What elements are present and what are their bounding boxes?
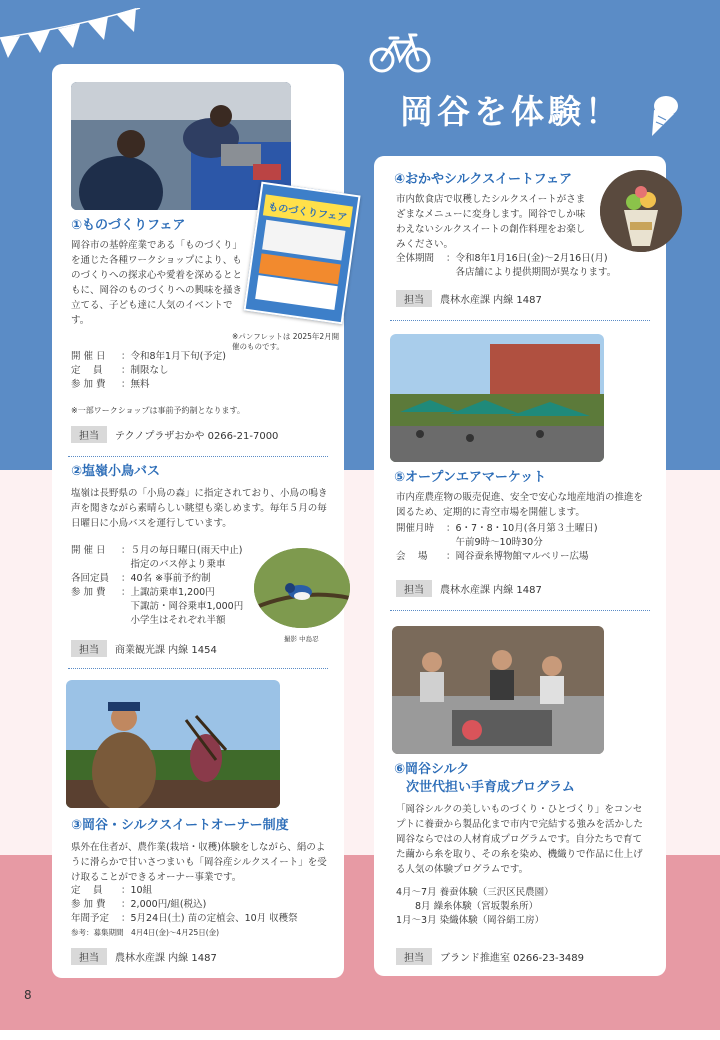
- section-1-body: 岡谷市の基幹産業である「ものづくり」を通じた各種ワークショップにより、ものづくりへの探求心や愛着を深めるとともに、岡谷のものづくりへの興味を掻き立てる、子ども達に人気のイベントです。: [71, 240, 243, 326]
- divider: [68, 456, 328, 457]
- section-3-note: 参考：募集期間 4月4日(金)～4月25日(金): [71, 928, 220, 937]
- section-5-details: [396, 522, 656, 564]
- detail-row: 参 加 費 ：無料: [71, 379, 150, 390]
- divider: [390, 320, 650, 321]
- detail-row: 各店舗により提供期間が異なります。: [446, 267, 617, 278]
- section-1-details: [71, 350, 291, 392]
- contact-tag: 担当: [396, 290, 432, 307]
- divider: [68, 668, 328, 669]
- schedule-row: 4月～7月 養蚕体験（三沢区民農園）: [396, 887, 554, 898]
- section-4-details: [396, 252, 656, 280]
- bird-photo: [254, 548, 350, 628]
- section-4-contact: [396, 290, 542, 307]
- section-4-title: ④おかやシルクスイートフェア: [394, 172, 572, 187]
- market-photo: [390, 334, 604, 462]
- sweet-potato-photo: [66, 680, 280, 808]
- section-3-details: [71, 884, 333, 926]
- page-number: 8: [24, 988, 32, 1002]
- detail-row: 参 加 費 ：2,000円/組(税込): [71, 899, 207, 910]
- contact-text: 農林水産課 内線 1487: [440, 295, 542, 306]
- contact-tag: 担当: [71, 426, 107, 443]
- section-3-title: ③岡谷・シルクスイートオーナー制度: [71, 818, 289, 833]
- detail-row: 下諏訪・岡谷乗車1,000円: [121, 601, 244, 612]
- section-6-title-line1: ⑥岡谷シルク: [394, 762, 470, 777]
- monozukuri-photo: [71, 82, 291, 210]
- contact-text: 農林水産課 内線 1487: [440, 585, 542, 596]
- section-3-contact: [71, 948, 217, 965]
- detail-row: 小学生はそれぞれ半額: [121, 615, 226, 626]
- background-edge: [0, 1030, 720, 1040]
- bicycle-icon: [368, 30, 432, 74]
- section-2-body: 塩嶺は長野県の「小鳥の森」に指定されており、小鳥の鳴き声を聞きながら素晴らしい眺望も楽しめます。毎年５月の毎日曜日に小鳥バスを運行しています。: [71, 488, 328, 529]
- section-2-contact: [71, 640, 217, 657]
- section-6-body: 「岡谷シルクの美しいものづくり・ひとづくり」をコンセプトに養蚕から製品化まで市内で完結する強みを活かした岡谷ならではの人材育成プログラムです。自分たちで育てた繭から糸を取り、その糸を染め、機織りで作品に仕上げる人気の体験プログラムです。: [396, 804, 644, 875]
- section-1-contact: [71, 426, 278, 443]
- detail-row: 会 場 ：岡谷蚕糸博物館マルベリー広場: [396, 551, 589, 562]
- page-title: 岡谷を体験！: [400, 92, 622, 131]
- section-6-contact: [396, 948, 584, 965]
- schedule-row: 8月 繰糸体験（宮坂製糸所）: [396, 901, 539, 912]
- flyer-title: ものづくりフェア: [263, 194, 353, 227]
- detail-row: 開 催 日 ：５月の毎日曜日(雨天中止): [71, 545, 243, 556]
- right-card: [374, 156, 666, 976]
- contact-tag: 担当: [396, 580, 432, 597]
- detail-row: 参 加 費 ：上諏訪乗車1,200円: [71, 587, 215, 598]
- section-5-body: 市内産農産物の販売促進、安全で安心な地産地消の推進を図るため、定期的に青空市場を開催します。: [396, 492, 644, 518]
- monozukuri-flyer: [243, 182, 360, 325]
- left-card: [52, 64, 348, 978]
- section-1-title: ①ものづくりフェア: [71, 218, 186, 233]
- schedule-row: 1月～3月 染織体験（岡谷絹工房）: [396, 915, 545, 926]
- detail-row: 開 催 日 ：令和8年1月下旬(予定): [71, 351, 227, 362]
- detail-row: 定 員 ：制限なし: [71, 365, 169, 376]
- detail-row: 各回定員 ：40名 ※事前予約制: [71, 573, 211, 584]
- section-2-title: ②塩嶺小鳥バス: [71, 464, 161, 479]
- detail-row: 開催月時 ：6・7・8・10月(各月第３土曜日): [396, 523, 598, 534]
- detail-row: 年間予定 ：5月24日(土) 苗の定植会、10月 収穫祭: [71, 913, 298, 924]
- detail-row: 指定のバス停より乗車: [121, 559, 226, 570]
- section-6-title-line2: 次世代担い手育成プログラム: [406, 780, 575, 795]
- contact-tag: 担当: [71, 640, 107, 657]
- bird-photo-credit: 撮影 中島忍: [284, 635, 319, 643]
- detail-row: 定 員 ：10組: [71, 885, 153, 896]
- section-6-schedule: [396, 886, 656, 928]
- contact-text: テクノプラザおかや 0266-21-7000: [115, 431, 279, 442]
- detail-row: 全体期間 ：令和8年1月16日(金)～2月16日(月): [396, 253, 608, 264]
- section-3-body: 県外在住者が、農作業(栽培・収穫)体験をしながら、絹のように滑らかで甘いさつまいも「岡谷産シルクスイート」を受け取ることができるオーナー事業です。: [71, 842, 327, 883]
- divider: [390, 610, 650, 611]
- section-2-details: [71, 544, 271, 628]
- detail-row: 午前9時～10時30分: [446, 537, 543, 548]
- silk-workshop-photo: [392, 626, 604, 754]
- contact-text: 商業観光課 内線 1454: [115, 645, 217, 656]
- section-5-title: ⑤オープンエアマーケット: [394, 470, 547, 485]
- parfait-photo: [600, 170, 682, 252]
- contact-text: ブランド推進室 0266-23-3489: [440, 953, 585, 964]
- contact-tag: 担当: [396, 948, 432, 965]
- section-1-note: ※一部ワークショップは事前予約制となります。: [71, 406, 245, 415]
- contact-text: 農林水産課 内線 1487: [115, 953, 217, 964]
- ice-cream-icon: [646, 94, 680, 138]
- section-4-body: 市内飲食店で収穫したシルクスイートがさまざまなメニューに変身します。岡谷でしか味わえないシルクスイートの創作料理をお楽しみください。: [396, 194, 586, 250]
- contact-tag: 担当: [71, 948, 107, 965]
- flyer-note: ※パンフレットは 2025年2月開催のものです。: [232, 332, 340, 351]
- section-5-contact: [396, 580, 542, 597]
